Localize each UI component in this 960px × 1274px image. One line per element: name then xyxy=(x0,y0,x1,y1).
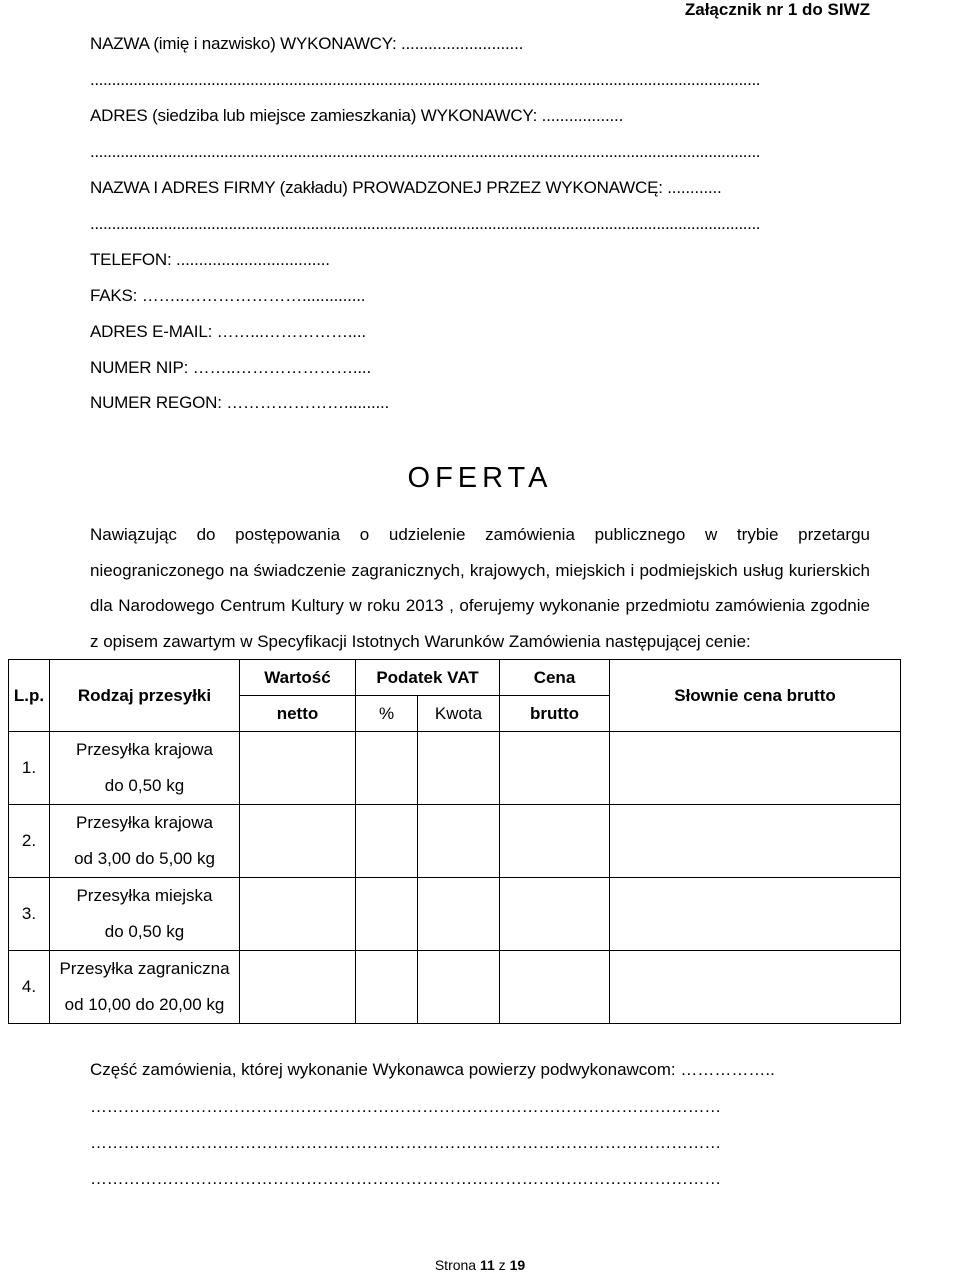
row-vat-percent-input[interactable] xyxy=(356,878,418,951)
subcontract-line-1[interactable]: …………………………………………………………………………………………………… xyxy=(90,1097,721,1116)
header-price-bottom: brutto xyxy=(500,696,610,732)
header-type: Rodzaj przesyłki xyxy=(50,660,240,732)
row-type-line2: do 0,50 kg xyxy=(104,922,185,941)
row-type-line1: Przesyłka miejska xyxy=(76,886,213,905)
row-lp: 2. xyxy=(9,805,50,878)
row-vat-amount-input[interactable] xyxy=(418,878,500,951)
nip-field[interactable]: NUMER NIP: ……..………………….... xyxy=(90,358,371,377)
header-price-in-words: Słownie cena brutto xyxy=(610,660,901,732)
contractor-name-field[interactable]: NAZWA (imię i nazwisko) WYKONAWCY: ........................... xyxy=(90,34,524,53)
table-row xyxy=(9,878,901,951)
row-type-line2: od 10,00 do 20,00 kg xyxy=(64,995,225,1014)
subcontract-line-3[interactable]: …………………………………………………………………………………………………… xyxy=(90,1169,721,1188)
row-type-line1: Przesyłka krajowa xyxy=(76,813,213,832)
row-gross-price-input[interactable] xyxy=(500,805,610,878)
header-vat-amount: Kwota xyxy=(418,696,500,732)
contractor-address-field[interactable]: ADRES (siedziba lub miejsce zamieszkania) WYKONAWCY: .................. xyxy=(90,106,624,125)
row-price-words-input[interactable] xyxy=(610,732,901,805)
row-net-value-input[interactable] xyxy=(240,878,356,951)
row-lp: 3. xyxy=(9,878,50,951)
row-type-line1: Przesyłka krajowa xyxy=(76,740,213,759)
row-gross-price-input[interactable] xyxy=(500,732,610,805)
row-vat-amount-input[interactable] xyxy=(418,732,500,805)
row-type-line2: od 3,00 do 5,00 kg xyxy=(74,849,215,868)
row-lp: 4. xyxy=(9,951,50,1024)
page-middle: z xyxy=(494,1257,510,1273)
intro-paragraph xyxy=(90,517,870,659)
table-row xyxy=(9,805,901,878)
subcontract-line-2[interactable]: …………………………………………………………………………………………………… xyxy=(90,1133,721,1152)
row-type xyxy=(50,951,240,1024)
offer-table xyxy=(8,659,901,1024)
row-vat-percent-input[interactable] xyxy=(356,732,418,805)
subcontract-field[interactable]: Część zamówienia, której wykonanie Wykonawca powierzy podwykonawcom: …………….. xyxy=(90,1060,775,1079)
row-vat-percent-input[interactable] xyxy=(356,951,418,1024)
row-vat-amount-input[interactable] xyxy=(418,805,500,878)
fax-field[interactable]: FAKS: ……..………………….............. xyxy=(90,286,366,305)
row-net-value-input[interactable] xyxy=(240,951,356,1024)
row-type-line2: do 0,50 kg xyxy=(104,776,185,795)
row-price-words-input[interactable] xyxy=(610,805,901,878)
row-gross-price-input[interactable] xyxy=(500,878,610,951)
row-vat-percent-input[interactable] xyxy=(356,805,418,878)
contractor-address-continuation[interactable]: ........................................................................................................................................................... xyxy=(90,142,761,161)
intro-text: Nawiązując do postępowania o udzielenie zamówienia publicznego w trybie przetargu nieograniczonego na świadczenie zagranicznych, krajowych, miejskich i podmiejskich usług kurierskich dla Narodowego Centrum Kultury w roku 2013 , oferujemy wykonanie przedmiotu zamówienia zgodnie z opisem zawartym w Specyfikacji Istotnych Warunków Zamówienia następującej cenie: xyxy=(90,525,870,651)
row-type xyxy=(50,732,240,805)
row-price-words-input[interactable] xyxy=(610,878,901,951)
regon-field[interactable]: NUMER REGON: ………………….......... xyxy=(90,393,390,412)
header-value-top: Wartość xyxy=(240,660,356,696)
row-gross-price-input[interactable] xyxy=(500,951,610,1024)
page-number xyxy=(0,1257,960,1273)
row-net-value-input[interactable] xyxy=(240,805,356,878)
annex-label: Załącznik nr 1 do SIWZ xyxy=(684,0,870,19)
table-row xyxy=(9,951,901,1024)
row-type xyxy=(50,805,240,878)
total-pages: 19 xyxy=(509,1257,526,1273)
table-row xyxy=(9,732,901,805)
header-vat-percent: % xyxy=(356,696,418,732)
header-lp: L.p. xyxy=(9,660,50,732)
header-value-bottom: netto xyxy=(240,696,356,732)
row-type-line1: Przesyłka zagraniczna xyxy=(59,959,230,978)
page-title: OFERTA xyxy=(407,462,553,494)
firm-name-address-continuation[interactable]: ........................................................................................................................................................... xyxy=(90,214,761,233)
row-vat-amount-input[interactable] xyxy=(418,951,500,1024)
email-field[interactable]: ADRES E-MAIL: ……...…………….... xyxy=(90,322,366,341)
row-lp: 1. xyxy=(9,732,50,805)
row-price-words-input[interactable] xyxy=(610,951,901,1024)
row-type xyxy=(50,878,240,951)
page-prefix: Strona xyxy=(434,1257,480,1273)
row-net-value-input[interactable] xyxy=(240,732,356,805)
header-price-top: Cena xyxy=(500,660,610,696)
phone-field[interactable]: TELEFON: .................................. xyxy=(90,250,330,269)
current-page: 11 xyxy=(479,1257,495,1273)
header-vat: Podatek VAT xyxy=(356,660,500,696)
firm-name-address-field[interactable]: NAZWA I ADRES FIRMY (zakładu) PROWADZONEJ PRZEZ WYKONAWCĘ: ............ xyxy=(90,178,722,197)
contractor-name-continuation[interactable]: ........................................................................................................................................................... xyxy=(90,70,761,89)
